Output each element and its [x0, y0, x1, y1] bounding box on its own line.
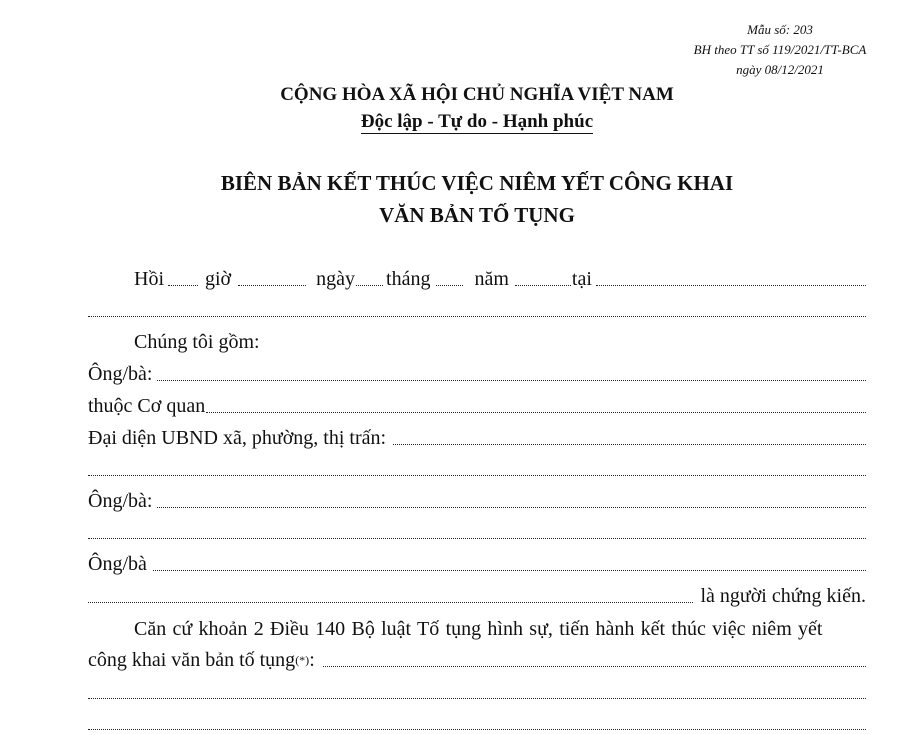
commune-rep-field[interactable]	[393, 444, 866, 445]
time-place-row	[88, 267, 866, 291]
members-intro: Chúng tôi gồm:	[134, 331, 260, 353]
form-number: Mẫu số: 203	[747, 22, 813, 37]
month-label: tháng	[386, 268, 431, 290]
person-3-row	[88, 552, 866, 576]
legal-basis-row-2	[88, 648, 866, 672]
person-3-field-continued[interactable]	[88, 602, 693, 603]
month-field[interactable]	[436, 285, 463, 286]
person-2-label: Ông/bà:	[88, 490, 153, 512]
place-field-continued[interactable]	[88, 316, 866, 317]
minute-field[interactable]	[238, 285, 306, 286]
place-label: tại	[571, 268, 592, 290]
footnote-marker: (*)	[295, 653, 310, 667]
person-2-field-continued[interactable]	[88, 538, 866, 539]
hour-label: Hồi	[134, 268, 164, 290]
agency-field[interactable]	[206, 412, 866, 413]
legal-basis-row-1	[88, 617, 866, 641]
legal-basis-text-2: công khai văn bản tố tụng	[88, 649, 296, 671]
person-1-row	[88, 362, 866, 386]
nation-heading: CỘNG HÒA XÃ HỘI CHỦ NGHĨA VIỆT NAM	[280, 84, 674, 105]
document-title-line-2: VĂN BẢN TỐ TỤNG	[379, 203, 575, 227]
document-continuation-row-2	[88, 711, 866, 735]
place-field[interactable]	[596, 285, 866, 286]
agency-row	[88, 394, 866, 418]
person-2-continuation-row	[88, 520, 866, 544]
document-field-continued-1[interactable]	[88, 698, 866, 699]
document-field[interactable]	[323, 666, 866, 667]
agency-label: thuộc Cơ quan	[88, 395, 206, 417]
witness-row	[88, 584, 866, 608]
national-motto	[0, 111, 907, 133]
person-2-row	[88, 489, 866, 513]
document-field-continued-2[interactable]	[88, 729, 866, 730]
day-field[interactable]	[356, 285, 383, 286]
day-label: ngày	[316, 268, 356, 290]
colon: :	[309, 649, 315, 671]
legal-basis-text: Căn cứ khoản 2 Điều 140 Bộ luật Tố tụng hình sự, tiến hành kết thúc việc niêm yết	[134, 618, 823, 640]
person-3-label: Ông/bà	[88, 553, 147, 575]
place-continuation-row	[88, 298, 866, 322]
commune-rep-label: Đại diện UBND xã, phường, thị trấn:	[88, 427, 387, 449]
motto-text: Độc lập - Tự do - Hạnh phúc	[360, 111, 594, 132]
minute-label: giờ	[205, 268, 232, 290]
form-issued-date: ngày 08/12/2021	[736, 62, 824, 77]
commune-rep-row	[88, 426, 866, 450]
hour-field[interactable]	[168, 285, 198, 286]
document-title-line-1: BIÊN BẢN KẾT THÚC VIỆC NIÊM YẾT CÔNG KHAI	[220, 171, 734, 195]
person-2-field[interactable]	[157, 507, 866, 508]
year-label: năm	[474, 268, 509, 290]
year-field[interactable]	[515, 285, 571, 286]
commune-rep-continuation-row	[88, 457, 866, 481]
document-continuation-row-1	[88, 680, 866, 704]
person-1-label: Ông/bà:	[88, 363, 153, 385]
commune-rep-field-continued[interactable]	[88, 475, 866, 476]
members-intro-row	[88, 330, 866, 354]
form-issued-by: BH theo TT số 119/2021/TT-BCA	[693, 42, 867, 57]
person-3-field[interactable]	[153, 570, 866, 571]
form-reference	[660, 20, 900, 80]
witness-suffix: là người chứng kiến.	[700, 585, 866, 607]
person-1-field[interactable]	[157, 380, 866, 381]
